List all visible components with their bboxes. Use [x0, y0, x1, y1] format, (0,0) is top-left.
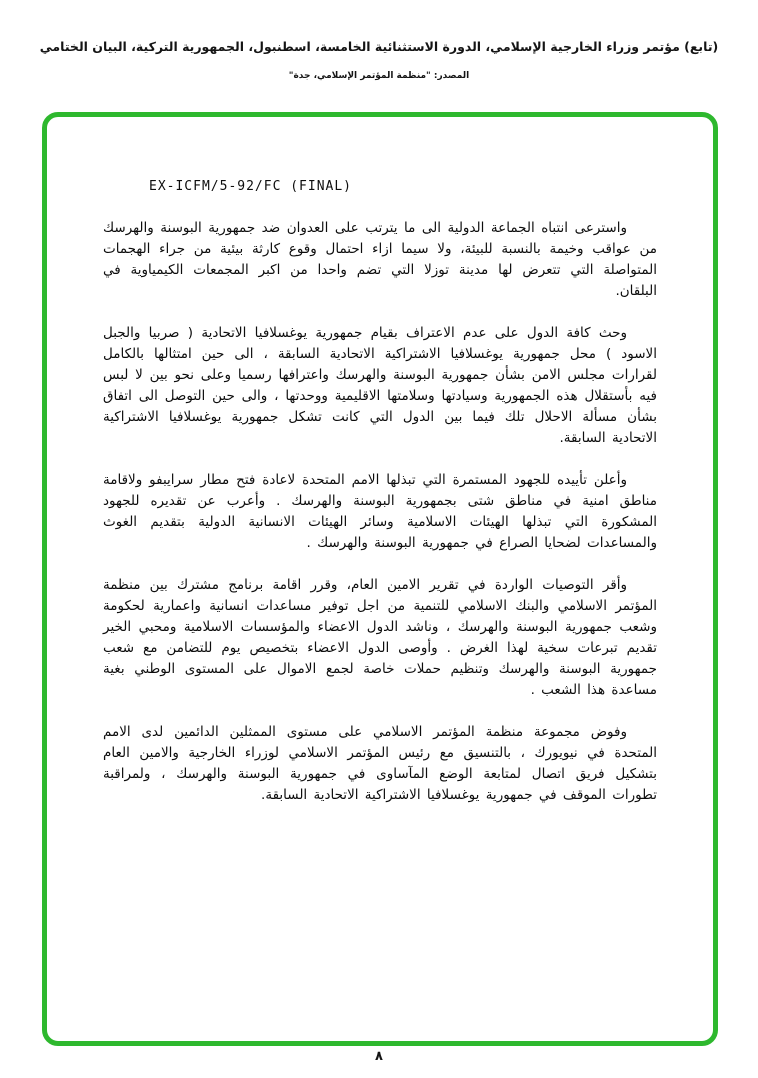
paragraph-5: وفوض مجموعة منظمة المؤتمر الاسلامي على مستوى الممثلين الدائمين لدى الامم المتحدة في نيويورك ، بالتنسيق مع رئيس المؤتمر الاسلامي لوزراء الخارجية والامين العام بتشكيل فريق اتصال لمتابعة الوضع المآساوى في جمهورية البوسنة والهرسك ، ولمراقبة تطورات الموقف في جمهورية يوغسلافيا الاشتراكية الاتحادية السابقة.	[103, 724, 657, 803]
paragraph-3: وأعلن تأييده للجهود المستمرة التي تبذلها الامم المتحدة لاعادة فتح مطار سرايبفو ولاقامة مناطق امنية في مناطق شتى بجمهورية البوسنة والهرسك . وأعرب عن تقديره للجهود المشكورة التي تبذلها الهيئات الاسلامية وسائر الهيئات الانسانية الدولية بتقديم الغوث والمساعدات لضحايا الصراع في جمهورية البوسنة والهرسك .	[103, 472, 657, 551]
paragraph-4: وأقر التوصيات الواردة في تقرير الامين العام، وقرر اقامة برنامج مشترك بين منظمة المؤتمر الاسلامي والبنك الاسلامي للتنمية من اجل توفير مساعدات انسانية واعمارية لحكومة وشعب جمهورية البوسنة والهرسك ، وناشد الدول الاعضاء والمؤسسات الاسلامية ومحبي الخير تقديم تبرعات سخية لهذا الغرض . وأوصى الدول الاعضاء بتخصيص يوم للتضامن مع شعب جمهورية البوسنة والهرسك وتنظيم حملات خاصة لجمع الاموال على المستوى الوطني بغية مساعدة هذا الشعب .	[103, 577, 657, 698]
document-body	[103, 218, 657, 806]
green-border-frame	[42, 112, 718, 1046]
document-content	[103, 179, 657, 1021]
paragraph-2: وحث كافة الدول على عدم الاعتراف بقيام جمهورية يوغسلافيا الاتحادية ( صربيا والجبل الاسود ) محل جمهورية يوغسلافيا الاشتراكية الاتحادية السابقة ، الى حين امتثالها بالكامل لقرارات مجلس الامن بشأن جمهورية البوسنة والهرسك واعترافها رسميا وعلى نحو بين لا لبس فيه بأستقلال هذه الجمهورية وسيادتها وسلامتها الاقليمية ووحدتها ، والى حين التوصل الى اتفاق بشأن مسألة الاحلال تلك فيما بين الدول التي كانت تشكل جمهورية يوغسلافيا الاشتراكية الاتحادية السابقة.	[103, 325, 657, 446]
document-source: المصدر: "منظمة المؤتمر الإسلامي، جدة"	[288, 70, 470, 81]
document-title: (تابع) مؤتمر وزراء الخارجية الإسلامي، الدورة الاستثنائية الخامسة، اسطنبول، الجمهورية التركية، البيان الختامي	[39, 39, 719, 54]
paragraph-1: واسترعى انتباه الجماعة الدولية الى ما يترتب على العدوان ضد جمهورية البوسنة والهرسك من عواقب وخيمة بالنسبة للبيئة، ولا سيما ازاء احتمال وقوع كارثة بيئية من جراء الهجمات المتواصلة التي تتعرض لها مدينة توزلا التي تضم واحدا من اكبر المجمعات الكيمياوية في البلقان.	[103, 220, 657, 299]
page-header	[30, 38, 728, 81]
document-reference: EX-ICFM/5-92/FC (FINAL)	[149, 179, 353, 194]
page-number: ٨	[375, 1049, 383, 1064]
